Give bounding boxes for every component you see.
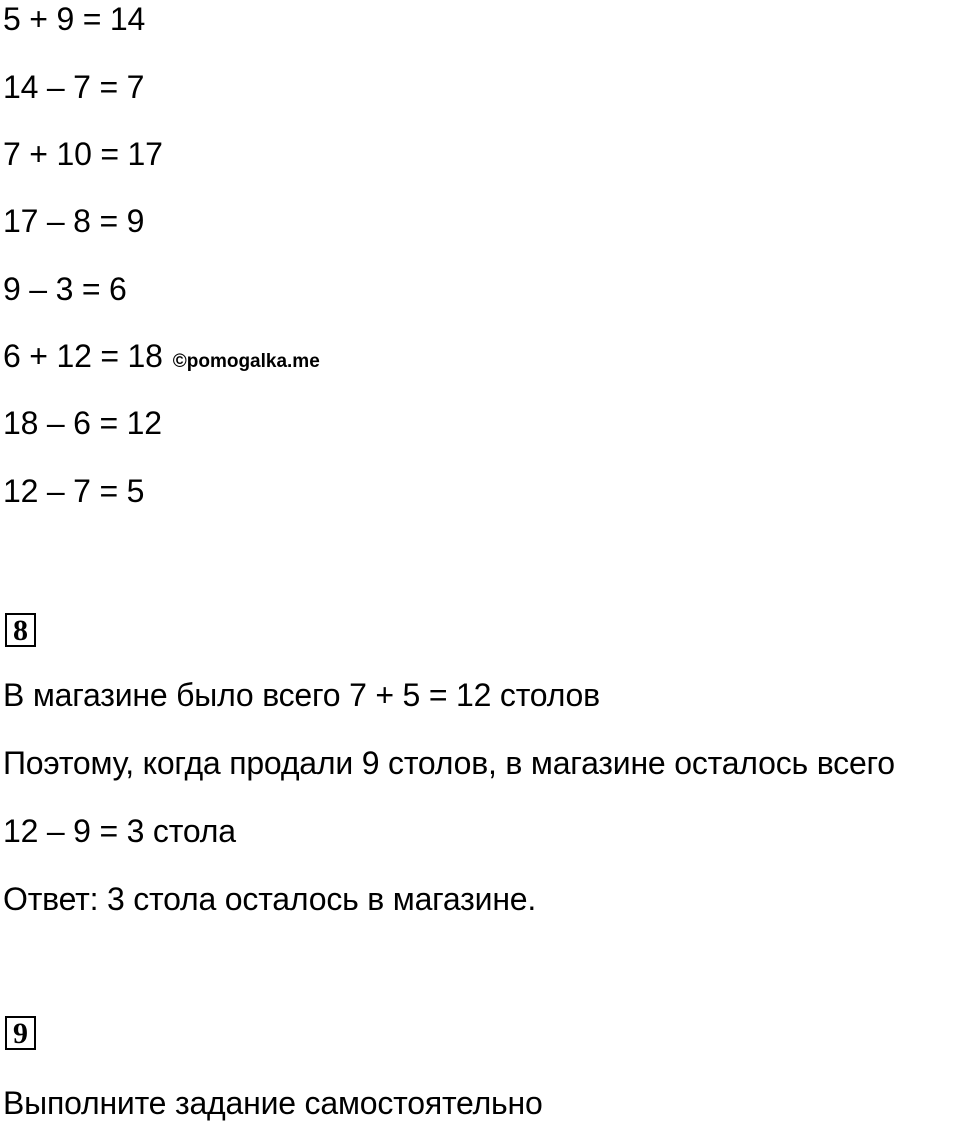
equation-text: 6 + 12 = 18 [3,338,163,374]
watermark: ©pomogalka.me [172,351,320,372]
answer-line: Ответ: 3 стола осталось в магазине. [3,881,537,917]
equation-line: 14 – 7 = 7 [3,69,145,105]
equation-line: 17 – 8 = 9 [3,203,145,239]
solution-line: 12 – 9 = 3 стола [3,813,236,849]
equation-line: 18 – 6 = 12 [3,405,162,441]
task-number-badge-9: 9 [5,1016,36,1050]
equation-line: 5 + 9 = 14 [3,1,146,37]
equation-line-with-watermark [3,338,320,380]
solution-line: Поэтому, когда продали 9 столов, в магазине осталось всего [3,745,895,781]
task-number-badge-8: 8 [5,613,36,647]
equation-line: 9 – 3 = 6 [3,271,127,307]
task-9-text: Выполните задание самостоятельно [3,1085,543,1121]
equation-line: 7 + 10 = 17 [3,136,163,172]
solution-line: В магазине было всего 7 + 5 = 12 столов [3,677,600,713]
equation-line: 12 – 7 = 5 [3,473,145,509]
